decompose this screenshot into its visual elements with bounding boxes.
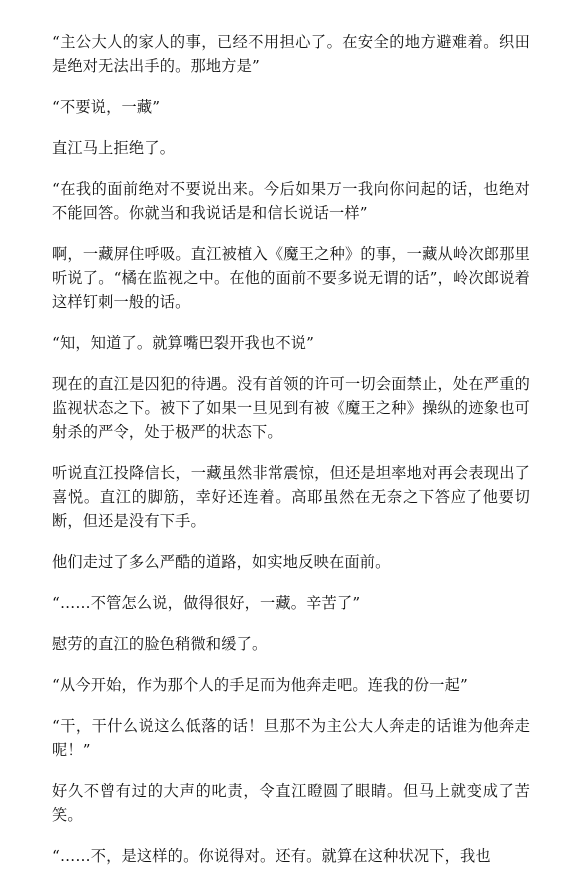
- paragraph: “……不管怎么说，做得很好，一藏。辛苦了”: [52, 594, 361, 612]
- paragraph: 直江马上拒绝了。: [52, 139, 176, 157]
- paragraph: 听说直江投降信长，一藏虽然非常震惊，但还是坦率地对再会表现出了喜悦。直江的脚筋，幸好还连着。高耶虽然在无奈之下答应了他要切断，但还是没有下手。: [52, 464, 530, 530]
- paragraph: 现在的直江是囚犯的待遇。没有首领的许可一切会面禁止，处在严重的监视状态之下。被下了如果一旦见到有被《魔王之种》操纵的迹象也可射杀的严令，处于极严的状态下。: [52, 375, 530, 441]
- paragraph: 慰劳的直江的脸色稍微和缓了。: [52, 635, 268, 653]
- paragraph: “知，知道了。就算嘴巴裂开我也不说”: [52, 334, 315, 352]
- paragraph: 啊，一藏屏住呼吸。直江被植入《魔王之种》的事，一藏从岭次郎那里听说了。“橘在监视之中。在他的面前不要多说无谓的话”，岭次郎说着这样钉刺一般的话。: [52, 245, 530, 311]
- paragraph: “……不，是这样的。你说得对。还有。就算在这种状况下，我也: [52, 847, 491, 865]
- paragraph: “在我的面前绝对不要说出来。今后如果万一我向你问起的话，也绝对不能回答。你就当和我说话是和信长说话一样”: [52, 180, 530, 222]
- paragraph: 好久不曾有过的大声的叱责，令直江瞪圆了眼睛。但马上就变成了苦笑。: [52, 782, 530, 824]
- paragraph: 他们走过了多么严酷的道路，如实地反映在面前。: [52, 553, 391, 571]
- document-page: [52, 30, 530, 885]
- paragraph: “干，干什么说这么低落的话！旦那不为主公大人奔走的话谁为他奔走呢！”: [52, 717, 530, 759]
- paragraph: “不要说，一藏”: [52, 98, 161, 116]
- paragraph: “主公大人的家人的事，已经不用担心了。在安全的地方避难着。织田是绝对无法出手的。那地方是”: [52, 33, 530, 75]
- paragraph: “从今开始，作为那个人的手足而为他奔走吧。连我的份一起”: [52, 676, 469, 694]
